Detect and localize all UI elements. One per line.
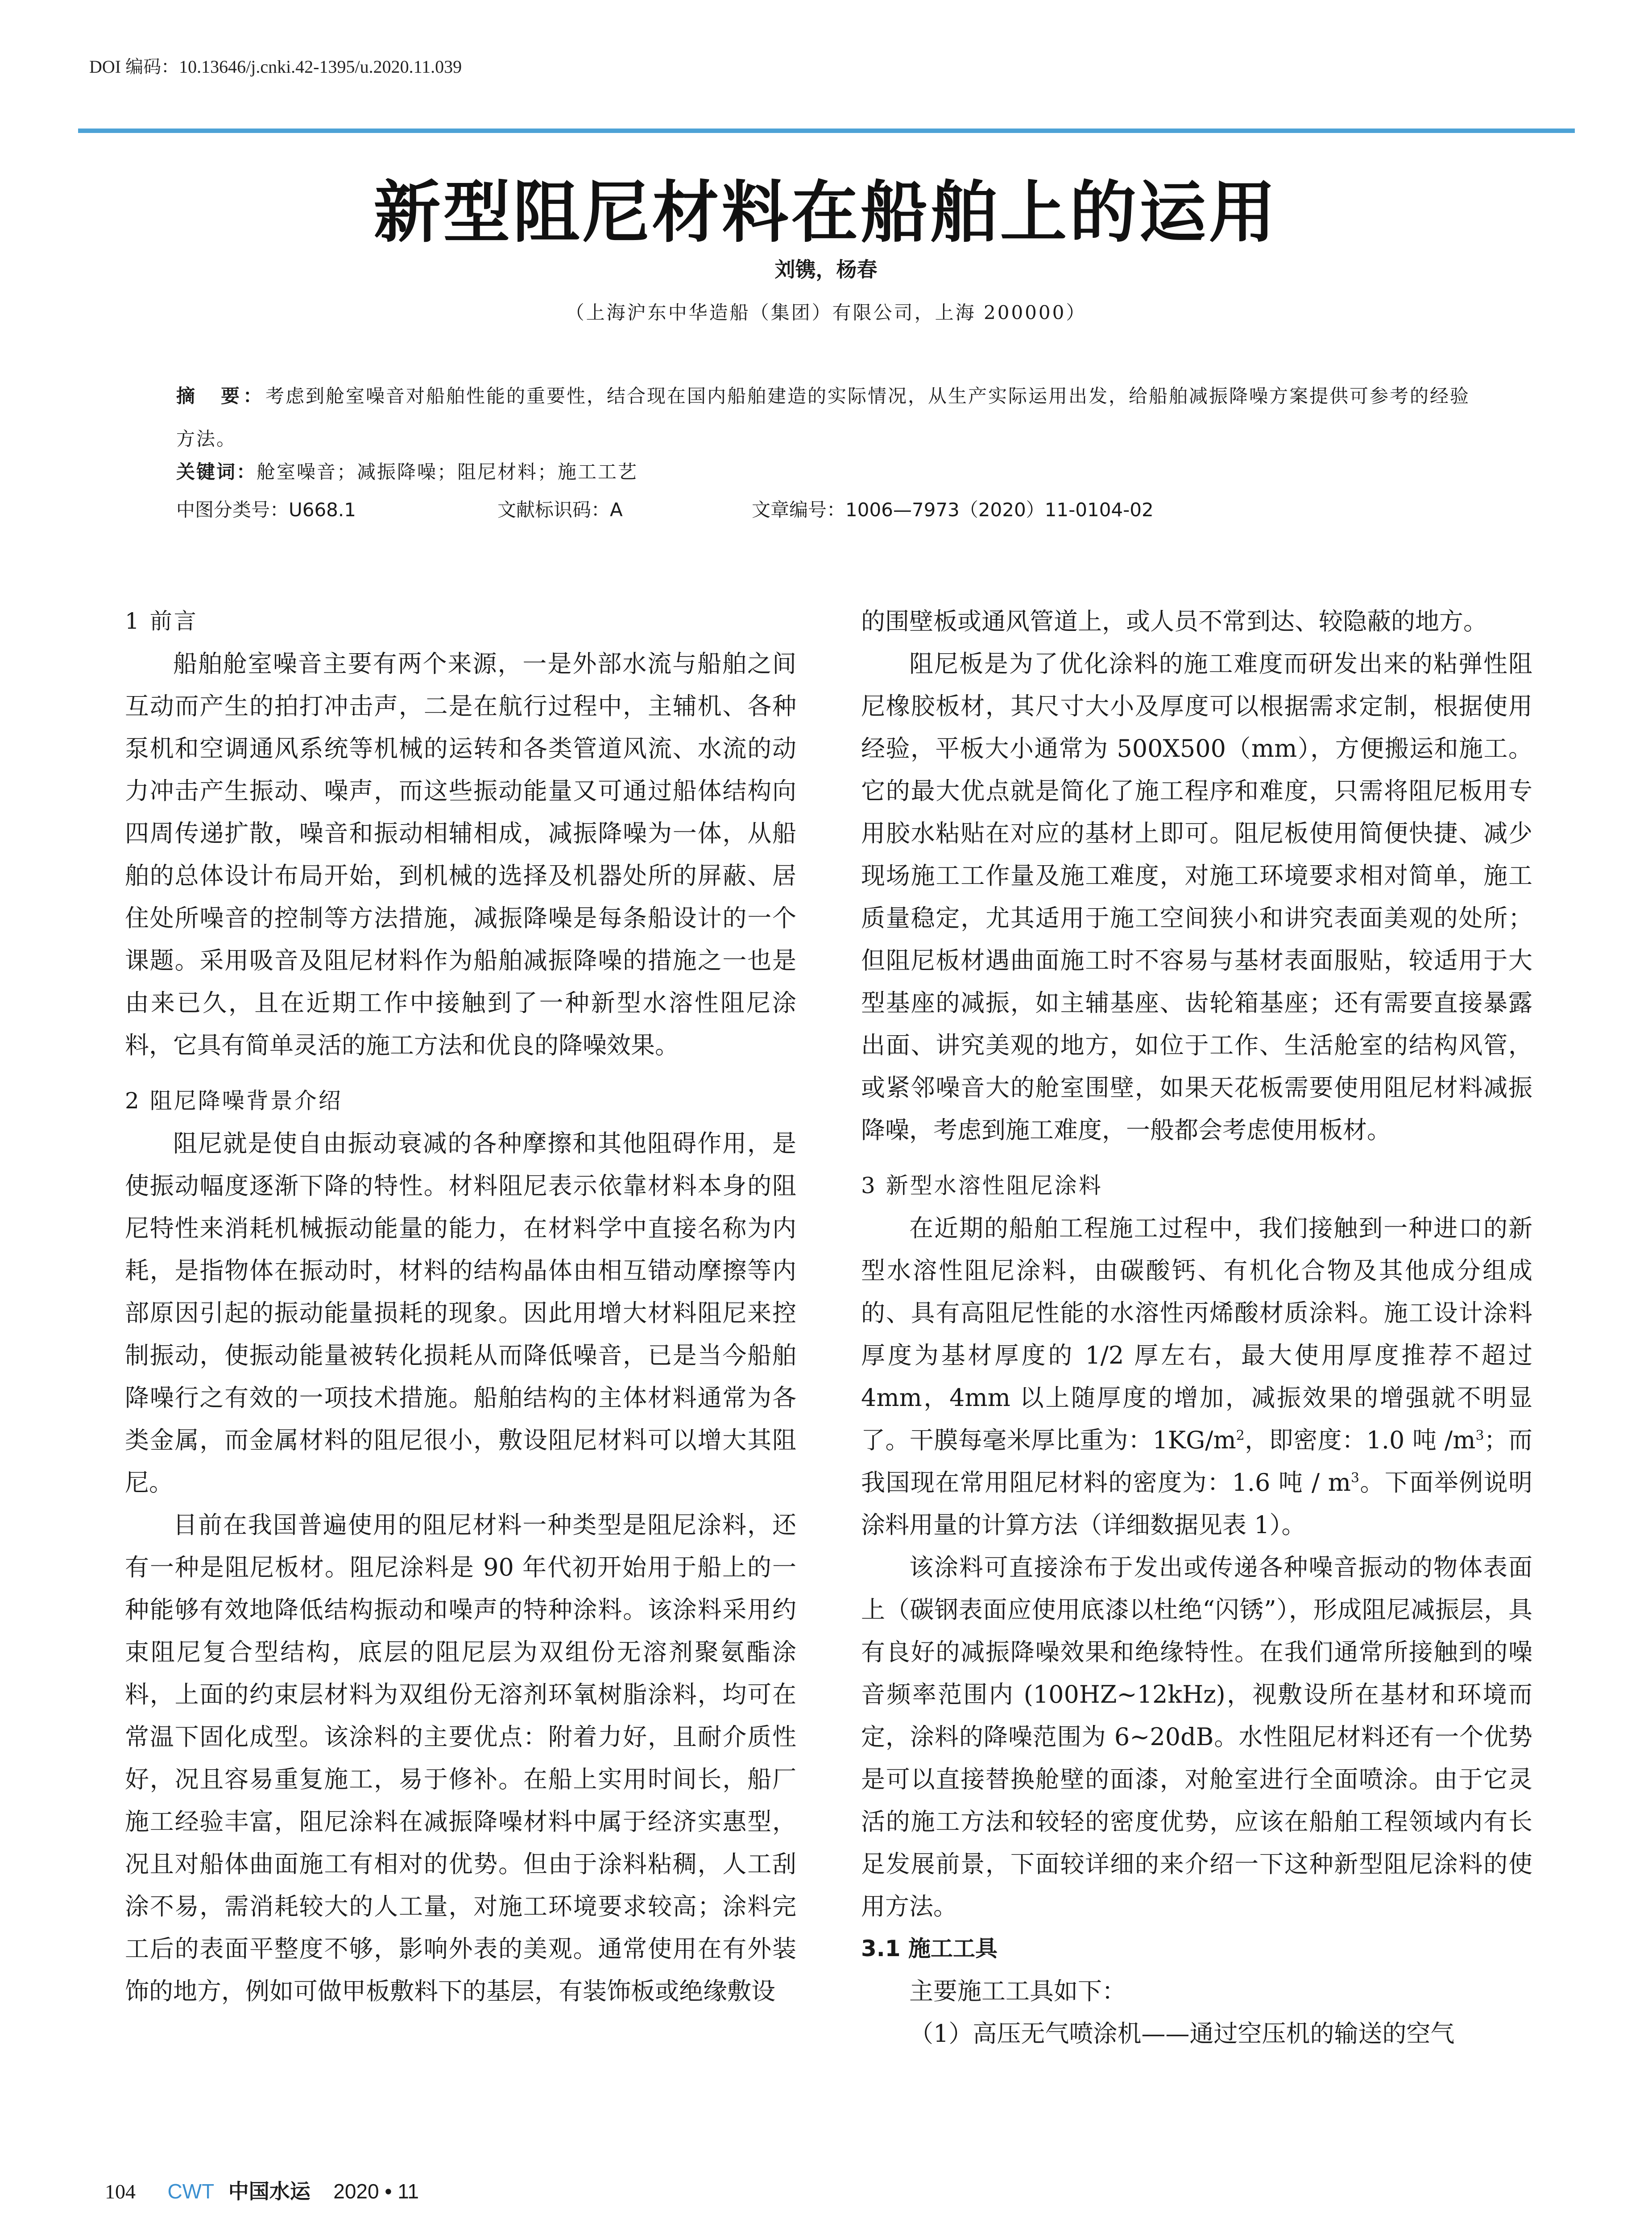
abstract-text: 考虑到舱室噪音对船舶性能的重要性，结合现在国内船舶建造的实际情况，从生产实际运用出发，给船舶减振降噪方案提供可参考的经验方法。	[176, 385, 1470, 450]
section-2-paragraph-3: 阻尼板是为了优化涂料的施工难度而研发出来的粘弹性阻尼橡胶板材，其尺寸大小及厚度可以根据需求定制，根据使用经验，平板大小通常为 500X500（mm），方便搬运和施工。它的最大优点就是简化了施工程序和难度，只需将阻尼板用专用胶水粘贴在对应的基材上即可。阻尼板使用简便快捷、减少现场施工工作量及施工难度，对施工环境要求相对简单，施工质量稳定，尤其适用于施工空间狭小和讲究表面美观的处所；但阻尼板材遇曲面施工时不容易与基材表面服贴，较适用于大型基座的减振，如主辅基座、齿轮箱基座；还有需要直接暴露出面、讲究美观的地方，如位于工作、生活舱室的结构风管，或紧邻噪音大的舱室围壁，如果天花板需要使用阻尼材料减振降噪，考虑到施工难度，一般都会考虑使用板材。	[861, 650, 1532, 1144]
page-footer	[105, 2175, 419, 2205]
section-3-heading: 3 新型水溶性阻尼涂料	[861, 1173, 1103, 1198]
left-column	[125, 600, 796, 2012]
section-1-heading: 1 前言	[125, 608, 198, 634]
keywords-label: 关键词：	[176, 461, 257, 483]
header-rule	[78, 129, 1575, 133]
section-2-paragraph-2-continued: 的围壁板或通风管道上，或人员不常到达、较隐蔽的地方。	[861, 607, 1487, 635]
issue-date: 2020 • 11	[333, 2180, 419, 2203]
section-3-1-heading: 3.1 施工工具	[861, 1936, 998, 1961]
section-3-paragraph-1: 在近期的船舶工程施工过程中，我们接触到一种进口的新型水溶性阻尼涂料，由碳酸钙、有机化合物及其他成分组成的、具有高阻尼性能的水溶性丙烯酸材质涂料。施工设计涂料厚度为基材厚度的 1/2 厚左右，最大使用厚度推荐不超过 4mm，4mm 以上随厚度的增加，减振效果的增强就不明显了。干膜每毫米厚比重为：$1KG/m^2$，即密度：1.0 吨 $/m^3$；而我国现在常用阻尼材料的密度为：1.6 吨 / $m^3$。下面举例说明涂料用量的计算方法（详细数据见表 1）。	[861, 1214, 1532, 1539]
section-2-paragraph-2: 目前在我国普遍使用的阻尼材料一种类型是阻尼涂料，还有一种是阻尼板材。阻尼涂料是 90 年代初开始用于船上的一种能够有效地降低结构振动和噪声的特种涂料。该涂料采用约束阻尼复合型结构，底层的阻尼层为双组份无溶剂聚氨酯涂料，上面的约束层材料为双组份无溶剂环氧树脂涂料，均可在常温下固化成型。该涂料的主要优点：附着力好，且耐介质性好，况且容易重复施工，易于修补。在船上实用时间长，船厂施工经验丰富，阻尼涂料在减振降噪材料中属于经济实惠型，况且对船体曲面施工有相对的优势。但由于涂料粘稠，人工刮涂不易，需消耗较大的人工量，对施工环境要求较高；涂料完工后的表面平整度不够，影响外表的美观。通常使用在有外装饰的地方，例如可做甲板敷料下的基层，有装饰板或绝缘敷设	[125, 1511, 796, 2005]
section-2-paragraph-1: 阻尼就是使自由振动衰减的各种摩擦和其他阻碍作用，是使振动幅度逐渐下降的特性。材料阻尼表示依靠材料本身的阻尼特性来消耗机械振动能量的能力，在材料学中直接名称为内耗，是指物体在振动时，材料的结构晶体由相互错动摩擦等内部原因引起的振动能量损耗的现象。因此用增大材料阻尼来控制振动，使振动能量被转化损耗从而降低噪音，已是当今船舶降噪行之有效的一项技术措施。船舶结构的主体材料通常为各类金属，而金属材料的阻尼很小，敷设阻尼材料可以增大其阻尼。	[125, 1129, 796, 1497]
right-column	[861, 600, 1532, 2055]
section-3-1-paragraph-1: 主要施工工具如下：	[909, 1977, 1126, 2005]
magazine-name: 中国水运	[228, 2179, 311, 2203]
article-title: 新型阻尼材料在船舶上的运用	[373, 173, 1279, 252]
page-number: 104	[105, 2180, 136, 2203]
clc-number: 中图分类号：U668.1	[176, 499, 356, 521]
document-code: 文献标识码：A	[497, 499, 623, 521]
section-3-1-paragraph-2: （1）高压无气喷涂机——通过空压机的输送的空气	[909, 2020, 1455, 2048]
abstract-label: 摘 要：	[176, 385, 266, 407]
abstract	[176, 375, 1479, 460]
keywords	[176, 457, 638, 484]
cwt-logo: CWT	[167, 2180, 215, 2203]
doi-line: DOI 编码：10.13646/j.cnki.42-1395/u.2020.11.039	[89, 57, 462, 77]
section-3-paragraph-2: 该涂料可直接涂布于发出或传递各种噪音振动的物体表面上（碳钢表面应使用底漆以杜绝“闪锈”），形成阻尼减振层，具有良好的减振降噪效果和绝缘特性。在我们通常所接触到的噪音频率范围内 (100HZ~12kHz)，视敷设所在基材和环境而定，涂料的降噪范围为 6~20dB。水性阻尼材料还有一个优势是可以直接替换舱壁的面漆，对舱室进行全面喷涂。由于它灵活的施工方法和较轻的密度优势，应该在船舶工程领域内有长足发展前景，下面较详细的来介绍一下这种新型阻尼涂料的使用方法。	[861, 1553, 1532, 1920]
affiliation: （上海沪东中华造船（集团）有限公司，上海 200000）	[565, 302, 1087, 323]
section-1-paragraph: 船舶舱室噪音主要有两个来源，一是外部水流与船舶之间互动而产生的拍打冲击声，二是在航行过程中，主辅机、各种泵机和空调通风系统等机械的运转和各类管道风流、水流的动力冲击产生振动、噪声，而这些振动能量又可通过船体结构向四周传递扩散，噪音和振动相辅相成，减振降噪为一体，从船舶的总体设计布局开始，到机械的选择及机器处所的屏蔽、居住处所噪音的控制等方法措施，减振降噪是每条船设计的一个课题。采用吸音及阻尼材料作为船舶减振降噪的措施之一也是由来已久，且在近期工作中接触到了一种新型水溶性阻尼涂料，它具有简单灵活的施工方法和优良的降噪效果。	[125, 650, 796, 1059]
authors: 刘镌，杨春	[774, 257, 878, 282]
keywords-text: 舱室噪音；减振降噪；阻尼材料；施工工艺	[257, 461, 638, 483]
article-number: 文章编号：1006—7973（2020）11-0104-02	[752, 499, 1154, 521]
section-2-heading: 2 阻尼降噪背景介绍	[125, 1088, 343, 1114]
